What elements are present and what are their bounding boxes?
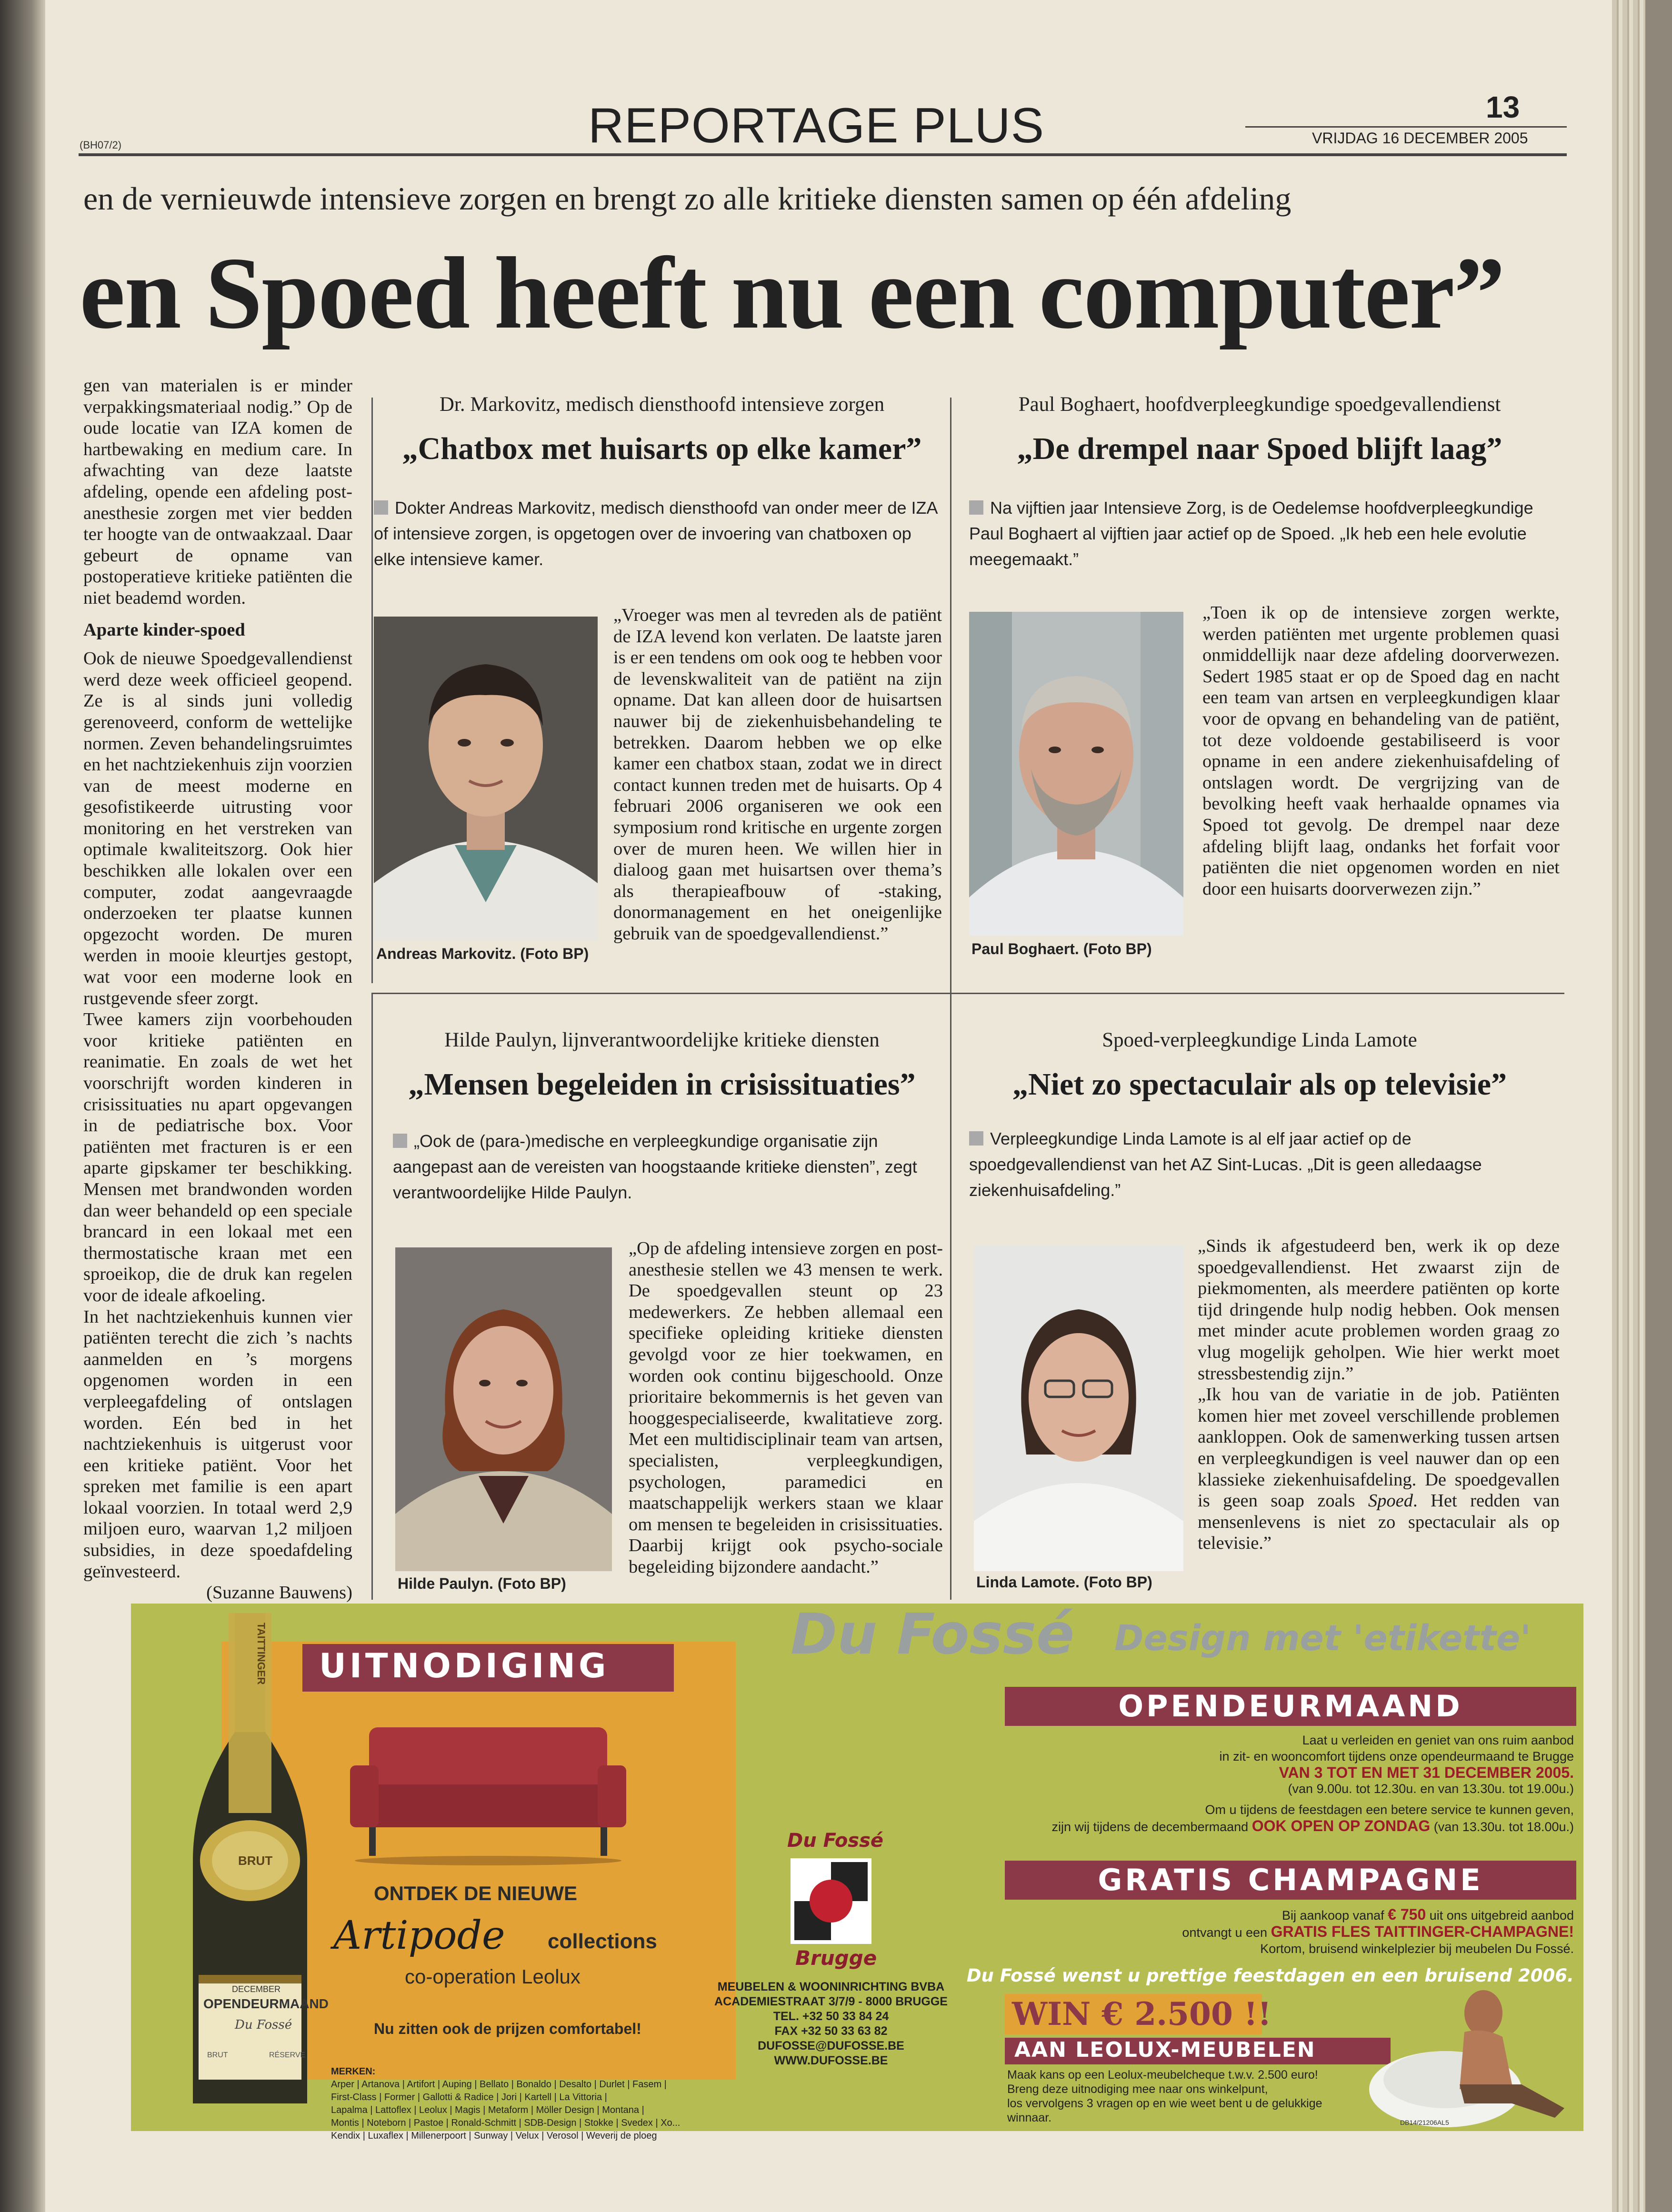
ad-fax: FAX +32 50 33 63 82 [774, 2024, 888, 2038]
left-paragraph-4: In het nachtziekenhuis kunnen vier patiënten terecht die zich ’s nachts aanmelden en ’s morgens opgenomen worden in een verpleegafdeling of ontslagen worden. Eén bed in het nachtziekenhuis is uitgerust voor een kritieke patiënt. Voor het spreken met familie is een apart lokaal voorzien. In totaal werd 2,9 miljoen euro, waarvan 1,2 miljoen subsidies, in deze spoedafdeling geïnvesteerd. [83, 1306, 352, 1582]
ad-service-2-post: (van 13.30u. tot 18.00u.) [1433, 1820, 1574, 1834]
section-title: REPORTAGE PLUS [588, 98, 1044, 153]
ad-win-sub: AAN LEOLUX-MEUBELEN [1014, 2038, 1316, 2062]
date-rule [1245, 126, 1567, 128]
box-rule [371, 993, 1564, 994]
headline-deck: en de vernieuwde intensieve zorgen en brengt zo alle kritieke diensten samen op één afdeling [83, 180, 1292, 217]
box2-caption: Paul Boghaert. (Foto BP) [971, 940, 1152, 957]
right-page-edge-shadow [1645, 0, 1672, 2212]
ad-contest-2: Breng deze uitnodiging mee naar ons winkelpunt, [1007, 2082, 1268, 2096]
bottle-brand: TAITTINGER [255, 1623, 267, 1685]
box4-lead-text: Verpleegkundige Linda Lamote is al elf jaar actief op de spoedgevallendienst van het AZ Sint-Lucas. „Dit is geen alledaagse ziekenhuisafdeling.” [969, 1129, 1482, 1200]
ad-brand-subtitle: Design met 'etikette' [1114, 1618, 1531, 1659]
box1-body: „Vroeger was men al tevreden als de patiënt de IZA levend kon verlaten. De laatste jaren is er een tendens om ook oog te hebben voor de levenskwaliteit van de patiënt na zijn opname. Dat kan alleen door de huisartsen nauwer bij de ziekenhuisbehandeling te betrekken. Daarom hebben we op elke kamer een chatbox staan, zodat we in direct contact kunnen treden met de huisarts. Op 4 februari 2006 organiseren we ook een symposium rond kritische en urgente zorgen over de muren heen. We willen hier in dialoog gaan met huisartsen over thema’s als therapieafbouw of -staking, donormanagement en het oneigenlijke gebruik van de spoedgevallendienst.” [613, 605, 942, 944]
box4-kicker: Spoed-verpleegkundige Linda Lamote [1102, 1029, 1417, 1051]
ad-ch2-red: GRATIS FLES TAITTINGER-CHAMPAGNE! [1271, 1923, 1574, 1940]
man-on-beanbag-illustration [1364, 1975, 1574, 2127]
box2-kicker: Paul Boghaert, hoofdverpleegkundige spoedgevallendienst [1018, 393, 1501, 416]
ad-win: WIN € 2.500 !! [1012, 1995, 1272, 2033]
ad-ch1-red: € 750 [1388, 1906, 1426, 1923]
left-paragraph-3: Twee kamers zijn voorbehouden voor kritieke patiënten en reanimatie. En zoals de wet het voorschrijft worden kinderen in crisissituaties nu apart opgevangen in de pediatrische box. Voor patiënten met fracturen is er een aparte gipskamer ter beschikking. Mensen met brandwonden worden dan weer behandeld op een speciale brancard in een lokaal met een thermostatische kraan met een sproeikop, die de druk kan regelen voor de ideale afkoeling. [83, 1009, 352, 1305]
brands-line: Lapalma | Lattoflex | Leolux | Magis | Metaform | Möller Design | Montana | [331, 2105, 644, 2115]
bottle-foot-left: BRUT [207, 2051, 228, 2059]
ad-dates: VAN 3 TOT EN MET 31 DECEMBER 2005. [1279, 1764, 1574, 1781]
bottle-label: OPENDEURMAAND [203, 1996, 329, 2011]
box1-kicker: Dr. Markovitz, medisch diensthoofd intensieve zorgen [439, 393, 885, 416]
box1-lead-text: Dokter Andreas Markovitz, medisch diensthoofd van onder meer de IZA of intensieve zorgen, is opgetogen over de invoering van chatboxen op elke intensieve kamer. [374, 498, 937, 569]
ad-logo-name: Du Fossé [787, 1830, 884, 1852]
left-paragraph-1: gen van materialen is er minder verpakkingsmateriaal nodig.” Op de oude locatie van IZA komen de hartbewaking en medium care. In afwachting van deze laatste afdeling, opende een afdeling post-anesthesie zorgen met vier bedden ter hoogte van de ontwaakzaal. Daar gebeurt de opname van postoperatieve kritieke patiënten die niet beademd worden. [83, 376, 352, 608]
ad-company: MEUBELEN & WOONINRICHTING BVBA [717, 1980, 945, 1993]
ad-discover: ONTDEK DE NIEUWE [374, 1882, 578, 1904]
header-rule [79, 153, 1567, 156]
box4-caption: Linda Lamote. (Foto BP) [976, 1574, 1152, 1591]
ad-ch1-pre: Bij aankoop vanaf [1282, 1908, 1384, 1923]
box4-body [1198, 1236, 1560, 1554]
box1-caption: Andreas Markovitz. (Foto BP) [376, 945, 589, 962]
bottle-type: BRUT [238, 1853, 273, 1868]
page-code: (BH07/2) [80, 139, 122, 151]
ad-champagne-1 [893, 1906, 1574, 1923]
portrait-illustration [969, 612, 1183, 936]
ad-code: DB14/21206AL5 [1400, 2119, 1449, 2126]
ad-street: ACADEMIESTRAAT 3/7/9 - 8000 BRUGGE [714, 1995, 948, 2008]
box4-title: „Niet zo spectaculair als op televisie” [1012, 1067, 1507, 1102]
ad-champagne-2 [893, 1923, 1574, 1941]
bottle-signature: Du Fossé [235, 2018, 292, 2032]
box4-lead [969, 1126, 1560, 1203]
box3-title: „Mensen begeleiden in crisissituaties” [408, 1067, 916, 1102]
ad-contest-1: Maak kans op een Leolux-meubelcheque t.w.v. 2.500 euro! [1007, 2068, 1318, 2082]
photo-andreas-markovitz [374, 617, 598, 940]
brands-line: First-Class | Former | Gallotti & Radice | Jori | Kartell | La Vittoria | [331, 2092, 607, 2102]
ad-address-block [707, 1980, 955, 2068]
lead-square-icon [969, 1131, 983, 1146]
newspaper-page [45, 0, 1612, 2212]
brands-line: Arper | Artanova | Artifort | Auping | Bellato | Bonaldo | Desalto | Durlet | Fasem | [331, 2079, 667, 2090]
brands-line: Kendix | Luxaflex | Millenerpoort | Sunway | Velux | Verosol | Weverij de ploeg [331, 2131, 657, 2141]
portrait-illustration [374, 617, 598, 940]
left-column [83, 375, 352, 1604]
headline-title: en Spoed heeft nu een computer” [80, 236, 1504, 350]
lead-square-icon [374, 500, 388, 515]
sofa-illustration [340, 1713, 636, 1865]
ad-ch2-pre: ontvangt u een [1182, 1925, 1268, 1940]
ad-tel: TEL. +32 50 33 84 24 [773, 2010, 889, 2023]
ad-ch1-post: uit ons uitgebreid aanbod [1429, 1908, 1574, 1923]
left-page-edge [0, 0, 45, 2212]
portrait-illustration [395, 1247, 612, 1571]
ad-brands-list [331, 2065, 680, 2142]
ad-logo-city: Brugge [795, 1946, 877, 1970]
box4-body-2-italic: Spoed [1368, 1491, 1413, 1511]
ad-artipode-logo: Artipode [333, 1913, 505, 1958]
ad-contest-3: los vervolgens 3 vragen op en wie weet bent u de gelukkige [1007, 2097, 1322, 2110]
bottle-foot-right: RÉSERVE [269, 2051, 306, 2059]
lead-square-icon [969, 500, 983, 515]
ad-contest-block [1007, 2068, 1322, 2125]
du-fosse-logo-icon [791, 1858, 871, 1944]
ad-month-bar: OPENDEURMAAND [1005, 1687, 1576, 1726]
ad-hours: (van 9.00u. tot 12.30u. en van 13.30u. tot 19.00u.) [1288, 1782, 1574, 1796]
ad-service-2 [893, 1818, 1574, 1835]
box2-title: „De drempel naar Spoed blijft laag” [1017, 431, 1502, 466]
advertisement-du-fosse [131, 1601, 1583, 2141]
ad-coop: co-operation Leolux [405, 1965, 581, 1988]
ad-intro-1: Laat u verleiden en geniet van ons ruim aanbod [1302, 1733, 1574, 1747]
box3-lead-text: „Ook de (para-)medische en verpleegkundige organisatie zijn aangepast aan de vereisten van hoogstaande kritieke diensten”, zegt verantwoordelijke Hilde Paulyn. [393, 1131, 917, 1202]
box3-body: „Op de afdeling intensieve zorgen en post-anesthesie stellen we 43 mensen te werk. De spoedgevallen steunt op 23 medewerkers. Ze hebben allemaal een specifieke opleiding kritieke diensten gevolgd voor ze hier toekwamen, en worden ook continu bijgeschoold. Onze prioritaire bekommernis is het geven van hooggespecialiseerde, kwalitatieve zorg. Met een multidisciplinair team van artsen, specialisten, verpleegkundigen, psychologen, paramedici en maatschappelijk werkers staan we klaar om mensen te begeleiden in crisissituaties. Daarbij krijgt ook psycho-sociale begeleiding bijzondere aandacht.” [629, 1238, 943, 1577]
box2-lead-text: Na vijftien jaar Intensieve Zorg, is de Oedelemse hoofdverpleegkundige Paul Boghaert al vijftien jaar actief op de Spoed. „Ik heb een hele evolutie meegemaakt.” [969, 498, 1533, 569]
ad-collections: collections [548, 1930, 657, 1953]
box2-lead [969, 495, 1560, 572]
box4-body-2b: . Het redden van mensenlevens is niet zo spectaculair als op televisie.” [1198, 1491, 1560, 1554]
box-border [371, 993, 373, 1600]
page-date: VRIJDAG 16 DECEMBER 2005 [1312, 130, 1528, 147]
ad-invitation: UITNODIGING [319, 1646, 610, 1685]
ad-brand-title: Du Fossé [791, 1601, 1075, 1667]
page-number: 13 [1486, 90, 1520, 124]
photo-linda-lamote [974, 1245, 1183, 1571]
portrait-illustration [974, 1245, 1183, 1571]
ad-wishes: Du Fossé wenst u prettige feestdagen en een bruisend 2006. [966, 1965, 1574, 1986]
ad-email: DUFOSSE@DUFOSSE.BE [758, 2039, 904, 2053]
box1-title: „Chatbox met huisarts op elke kamer” [402, 431, 922, 466]
left-subhead: Aparte kinder-spoed [83, 619, 245, 640]
bottle-month: DECEMBER [232, 1984, 281, 1994]
ad-service-2-red: OOK OPEN OP ZONDAG [1251, 1817, 1431, 1834]
box4-body-1: „Sinds ik afgestudeerd ben, werk ik op deze spoedgevallendienst. Het zwaarst zijn de piekmomenten, als meerdere patiënten op korte tijd dringende hulp nodig hebben. Ook mensen met minder acute problemen worden graag zo vlug mogelijk geholpen. Wie hier werkt moet stressbestendig zijn.” [1198, 1236, 1560, 1384]
brands-line: Montis | Noteborn | Pastoe | Ronald-Schmitt | SDB-Design | Stokke | Svedex | Xo... [331, 2118, 681, 2128]
ad-service-1: Om u tijdens de feestdagen een betere service te kunnen geven, [1205, 1803, 1574, 1817]
ad-intro-block [893, 1732, 1574, 1835]
left-paragraph-2: Ook de nieuwe Spoedgevallendienst werd deze week officieel geopend. Ze is al sinds juni volledig gerenoveerd, conform de wettelijke normen. Zeven behandelingsruimtes en het nachtziekenhuis zijn voorzien van de meest moderne en gesofistikeerde uitrusting voor monitoring en het verstreken van optimale kwaliteitszorg. Ook hier beschikken alle lokalen over een computer, zodat aangevraagde onderzoeken ter plaatse kunnen opgezocht worden. De muren werden in mooie kleurtjes gestopt, wat voor een moderne look en rustgevende sfeer zorgt. [83, 648, 352, 1008]
box3-caption: Hilde Paulyn. (Foto BP) [398, 1575, 566, 1592]
ad-champagne-block [893, 1906, 1574, 1957]
box3-kicker: Hilde Paulyn, lijnverantwoordelijke kritieke diensten [444, 1029, 880, 1051]
ad-champagne-3: Kortom, bruisend winkelplezier bij meubelen Du Fossé. [1260, 1942, 1574, 1956]
photo-hilde-paulyn [395, 1247, 612, 1571]
ad-web: WWW.DUFOSSE.BE [774, 2054, 888, 2067]
box3-lead [393, 1128, 945, 1206]
ad-contest-4: winnaar. [1007, 2111, 1052, 2124]
box1-lead [374, 495, 945, 572]
photo-paul-boghaert [969, 612, 1183, 936]
box-border [371, 398, 373, 983]
box4-body-2 [1198, 1384, 1560, 1554]
brands-label: MERKEN: [331, 2066, 376, 2077]
box-divider [950, 398, 951, 1600]
box4-body-2a: „Ik hou van de variatie in de job. Patiënten komen hier met zoveel verschillende problemen aankloppen. Ook de samenwerking tussen artsen en verpleegkundigen is veel nauwer dan op een klassieke ziekenhuisafdeling. De spoedgevallen is geen soap zoals [1198, 1385, 1560, 1511]
ad-service-2-pre: zijn wij tijdens de decembermaand [1051, 1820, 1249, 1834]
ad-champagne-bar: GRATIS CHAMPAGNE [1005, 1861, 1576, 1900]
lead-square-icon [393, 1134, 407, 1148]
box2-body: „Toen ik op de intensieve zorgen werkte, werden patiënten met urgente problemen quasi onmiddellijk naar deze afdeling doorverwezen. Sedert 1985 staat er op de Spoed dag en nacht een team van artsen en verpleegkundigen klaar voor de opvang en behandeling van de patiënt, tot deze voldoende gestabiliseerd is voor opname in een andere ziekenhuisafdeling of ontslagen wordt. De vergrijzing van de bevolking heeft vaak herhaalde opnames via Spoed tot gevolg. De drempel naar deze afdeling blijft laag, ondanks het forfait voor patiënten die niet opgenomen worden en niet door een huisarts doorverwezen zijn.” [1202, 603, 1560, 899]
ad-intro-2: in zit- en wooncomfort tijdens onze opendeurmaand te Brugge [1219, 1749, 1574, 1764]
ad-prices: Nu zitten ook de prijzen comfortabel! [374, 2020, 641, 2037]
left-byline: (Suzanne Bauwens) [206, 1583, 352, 1603]
